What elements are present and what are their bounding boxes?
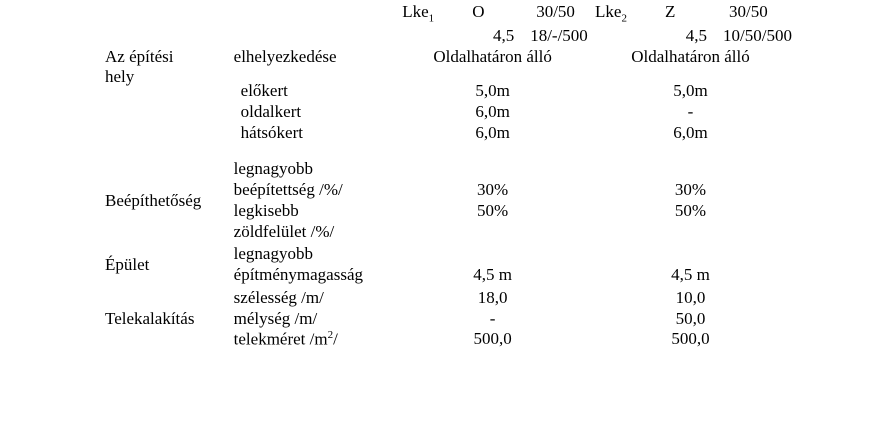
spacer [234, 143, 397, 157]
section-label-building-site [105, 47, 234, 158]
sub-label: zöldfelület /%/ [233, 221, 335, 241]
sub-label: elhelyezkedése [233, 46, 337, 66]
section-label-line-1: Beépíthetőség [105, 190, 202, 210]
cell-value: 500,0 [473, 329, 512, 349]
sub-label: szélesség /m/ [233, 287, 324, 307]
spacer [396, 67, 589, 81]
table-row [105, 244, 792, 285]
section-label-line-1: Épület [105, 254, 150, 274]
header-zone-2 [589, 2, 792, 26]
zone-2-letter: Z [665, 2, 676, 21]
header-empty-sub-2 [234, 26, 397, 47]
section-label-buildability [105, 159, 234, 242]
cell-value: 5,0m [673, 81, 708, 101]
zone-1-height: 4,5 [492, 25, 515, 45]
sub-label: legkisebb [233, 200, 299, 220]
zone-2-code: Lke$_2$ [595, 2, 627, 25]
sub-label-telekmeret: telekméret $/m^2/$ [233, 329, 338, 349]
section-label-plot-formation [105, 288, 234, 351]
header-zone-2-params [589, 26, 792, 47]
section-values-zone1-building [396, 244, 589, 285]
cell-value: - [687, 102, 694, 121]
cell-value: 50% [674, 200, 707, 220]
sub-label: építménymagasság [233, 265, 364, 285]
spacer [589, 67, 792, 81]
cell-value: 30% [674, 180, 707, 200]
table-header-row-2 [105, 26, 792, 47]
spacer [234, 67, 397, 81]
sub-label: hátsókert [240, 122, 303, 142]
zoning-parameters-table [105, 2, 792, 351]
section-label-line-1: Telekalakítás [105, 308, 195, 328]
zone-2-ratio: 30/50 [729, 2, 768, 21]
sub-label: beépítettség /%/ [233, 180, 343, 200]
spacer [396, 143, 589, 157]
table-header-row-1 [105, 2, 792, 26]
cell-value: 6,0m [475, 102, 510, 121]
cell-value: Oldalhatáron álló [433, 46, 552, 66]
section-sub-plot-formation [234, 288, 397, 351]
cell-value: 6,0m [673, 122, 708, 142]
header-empty-label [105, 2, 234, 26]
cell-value: 50% [477, 200, 509, 220]
zone-1-ratio: 30/50 [536, 2, 575, 21]
cell-value: 500,0 [671, 329, 710, 349]
sub-label: előkert [240, 81, 288, 101]
section-values-zone2-building-site [589, 47, 792, 158]
cell-value: Oldalhatáron álló [631, 46, 750, 66]
spacer [589, 159, 792, 180]
cell-value: 4,5 m [473, 265, 512, 285]
cell-value: - [489, 308, 496, 328]
cell-value: 4,5 m [671, 265, 710, 285]
section-values-zone1-buildability [396, 159, 589, 242]
section-values-zone2-plot-formation [589, 288, 792, 351]
zone-1-code: Lke$_1$ [402, 2, 435, 25]
sub-label: legnagyobb [233, 159, 313, 179]
spacer [589, 222, 792, 243]
section-values-zone1-building-site [396, 47, 589, 158]
section-values-zone2-buildability [589, 159, 792, 242]
zone-2-dims: 10/50/500 [723, 25, 792, 45]
zone-1-letter: O [472, 2, 485, 21]
cell-value: 50,0 [675, 308, 706, 328]
cell-value: 6,0m [475, 122, 510, 142]
sub-label: legnagyobb [233, 244, 313, 264]
cell-value: 5,0m [475, 81, 510, 101]
section-values-zone2-building [589, 244, 792, 285]
table-row [105, 288, 792, 351]
header-empty-label-2 [105, 26, 234, 47]
section-sub-building-site [234, 47, 397, 158]
header-empty-sub [234, 2, 397, 26]
section-sub-buildability [234, 159, 397, 242]
spacer [589, 143, 792, 157]
cell-value: 30% [477, 180, 509, 200]
spacer [589, 244, 792, 265]
table-row [105, 47, 792, 158]
header-zone-1 [396, 2, 589, 26]
cell-value: 18,0 [477, 287, 508, 307]
spacer [396, 159, 589, 180]
cell-value: 10,0 [675, 287, 706, 307]
sub-label: oldalkert [240, 102, 302, 121]
zone-1-dims: 18/-/500 [530, 25, 588, 45]
zone-2-height: 4,5 [685, 25, 708, 45]
sub-label: mélység /m/ [233, 308, 318, 328]
section-label-line-1: Az építési [105, 46, 174, 66]
section-values-zone1-plot-formation [396, 288, 589, 351]
table-row [105, 159, 792, 242]
spacer [396, 244, 589, 265]
spacer [396, 222, 589, 243]
section-label-line-2: hely [105, 67, 135, 87]
section-sub-building [234, 244, 397, 285]
header-zone-1-params [396, 26, 589, 47]
section-label-building [105, 244, 234, 285]
